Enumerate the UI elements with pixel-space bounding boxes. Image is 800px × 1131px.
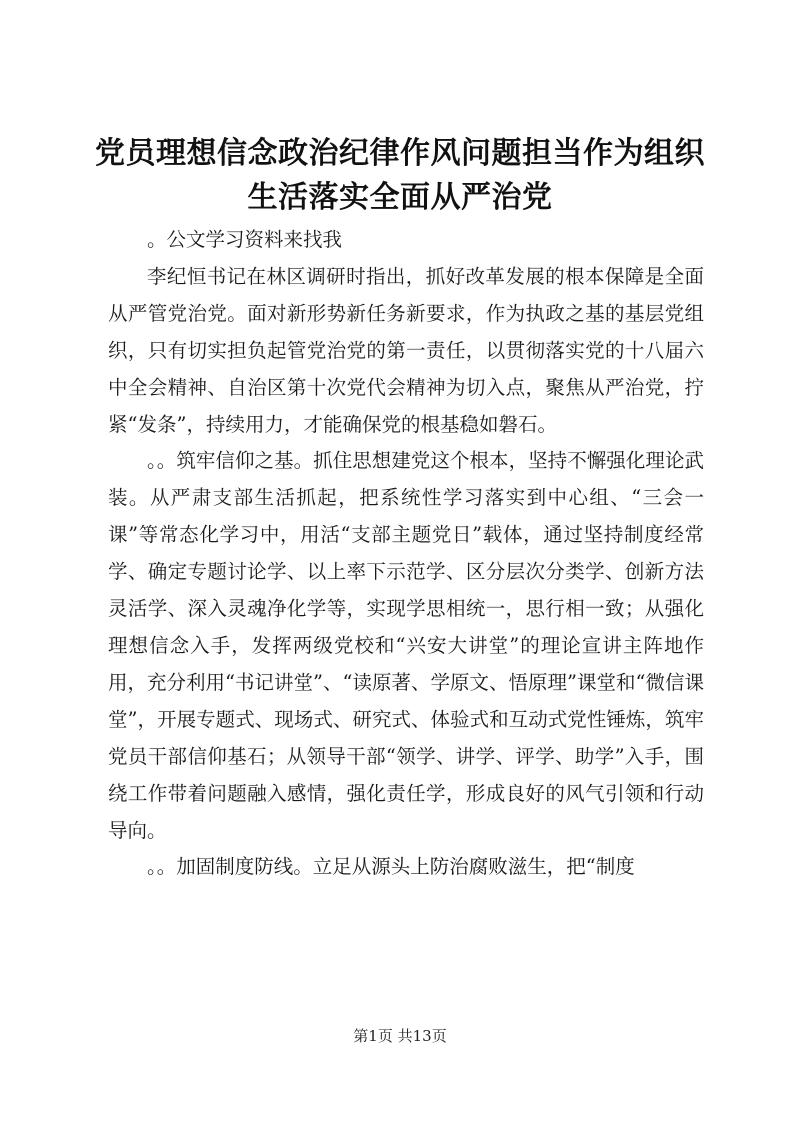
document-body	[108, 222, 704, 886]
page-number-footer: 第1页 共13页	[353, 1027, 447, 1045]
paragraph: 李纪恒书记在林区调研时指出，抓好改革发展的根本保障是全面从严管党治党。面对新形势新任务新要求，作为执政之基的基层党组织，只有切实担负起管党治党的第一责任，以贯彻落实党的十八届六中全会精神、自治区第十次党代会精神为切入点，聚焦从严治党，拧紧“发条”，持续用力，才能确保党的根基稳如磐石。	[108, 264, 704, 436]
document-title: 党员理想信念政治纪律作风问题担当作为组织生活落实全面从严治党	[95, 136, 705, 215]
paragraph: 。公文学习资料来找我	[147, 228, 343, 251]
paragraph: 。。筑牢信仰之基。抓住思想建党这个根本，坚持不懈强化理论武装。从严肃支部生活抓起，把系统性学习落实到中心组、“三会一课”等常态化学习中，用活“支部主题党日”载体，通过坚持制度经常学、确定专题讨论学、以上率下示范学、区分层次分类学、创新方法灵活学、深入灵魂净化学等，实现学思相统一，思行相一致；从强化理想信念入手，发挥两级党校和“兴安大讲堂”的理论宣讲主阵地作用，充分利用“书记讲堂”、“读原著、学原文、悟原理”课堂和“微信课堂”，开展专题式、现场式、研究式、体验式和互动式党性锤炼，筑牢党员干部信仰基石；从领导干部“领学、讲学、评学、助学”入手，围绕工作带着问题融入感情，强化责任学，形成良好的风气引领和行动导向。	[108, 449, 704, 842]
paragraph: 。。加固制度防线。立足从源头上防治腐败滋生，把“制度	[147, 855, 635, 879]
